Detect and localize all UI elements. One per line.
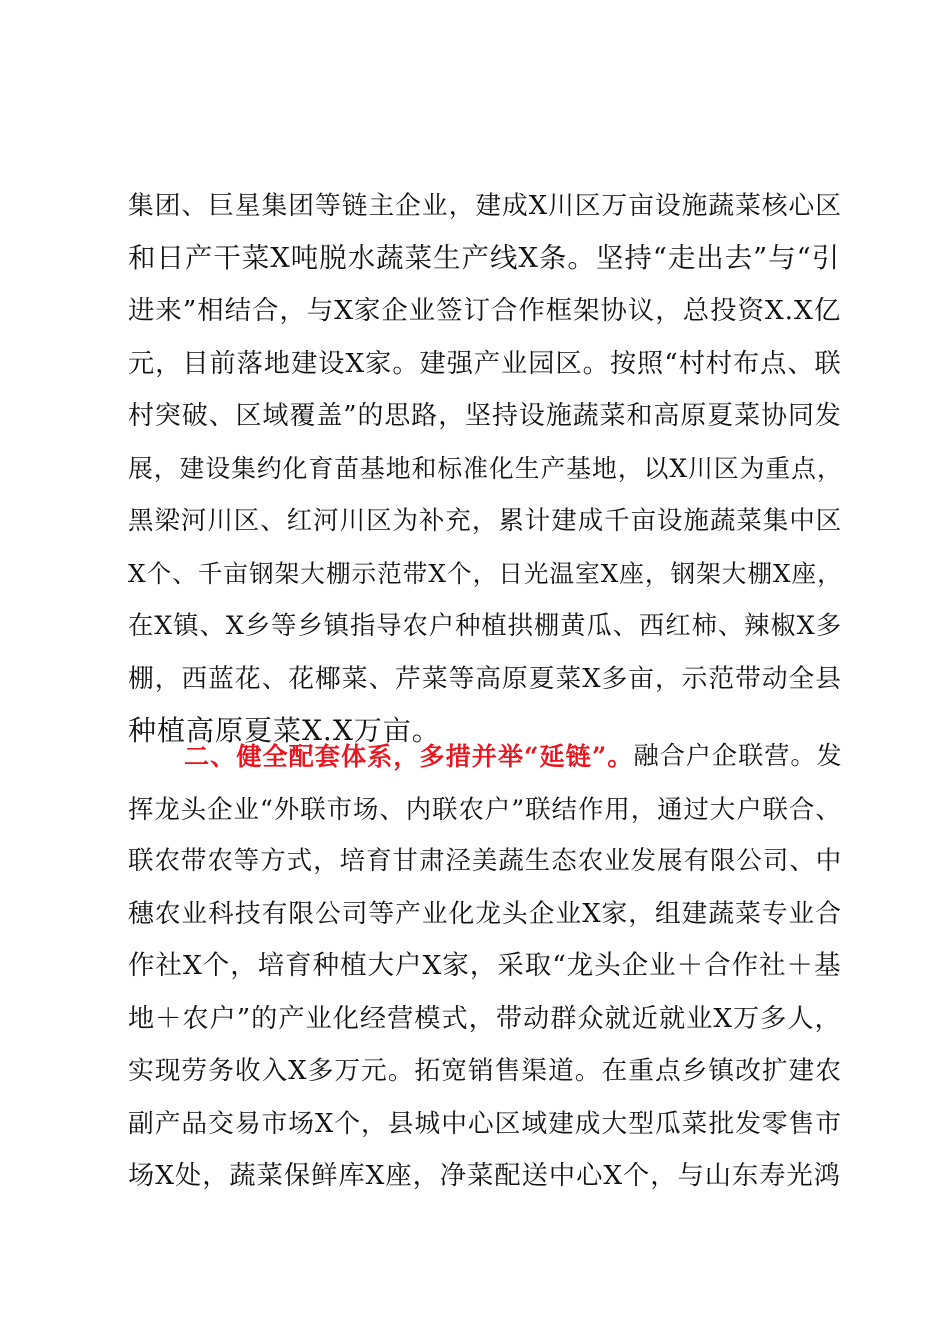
section-heading: 二、健全配套体系，多措并举“延链”。: [184, 741, 634, 771]
text-line: [128, 338, 840, 391]
line-text: 穗农业科技有限公司等产业化龙头企业X家，组建蔬菜专业合: [128, 898, 842, 929]
text-line: [128, 285, 840, 338]
line-text: 挥龙头企业“外联市场、内联农户”联结作用，通过大户联合、: [128, 793, 842, 824]
line-text: 集团、巨星集团等链主企业，建成X川区万亩设施蔬菜核心区: [128, 191, 842, 221]
text-line: [128, 443, 843, 496]
text-line: [128, 548, 843, 601]
line-text: 进来”相结合，与X家企业签订合作框架协议，总投资X.X亿: [128, 295, 842, 326]
line-text: 展，建设集约化育苗基地和标准化生产基地，以X川区为重点，: [128, 453, 843, 483]
text-line: [128, 653, 840, 706]
text-line: [128, 1045, 840, 1098]
text-line: [128, 233, 840, 286]
line-text: 作社X个，培育种植大户X家，采取“龙头企业＋合作社＋基: [128, 950, 842, 981]
text-line: [128, 390, 840, 443]
line-text: 实现劳务收入X多万元。拓宽销售渠道。在重点乡镇改扩建农: [128, 1056, 842, 1086]
line-text: 融合户企联营。发: [633, 741, 843, 770]
line-text: 联农带农等方式，培育甘肃泾美蔬生态农业发展有限公司、中: [128, 846, 843, 876]
line-text: 棚，西蓝花、花椰菜、芹菜等高原夏菜X多亩，示范带动全县: [128, 663, 842, 694]
line-text: 副产品交易市场X个，县城中心区域建成大型瓜菜批发零售市: [128, 1108, 842, 1139]
line-text: 元，目前落地建设X家。建强产业园区。按照“村村布点、联: [128, 348, 842, 379]
text-line: [128, 835, 843, 888]
text-line: [128, 783, 840, 836]
text-line: [128, 495, 843, 548]
text-line: [128, 600, 843, 653]
line-text: 种植高原夏菜X.X万亩。: [128, 714, 441, 747]
text-line: [128, 1150, 840, 1203]
text-line: [128, 888, 840, 941]
text-line: [128, 940, 840, 993]
line-text: 地＋农户”的产业化经营模式，带动群众就近就业X万多人，: [128, 1003, 842, 1034]
line-text: 黑梁河川区、红河川区为补充，累计建成千亩设施蔬菜集中区: [128, 506, 843, 536]
text-line: [128, 993, 840, 1046]
text-line: [128, 180, 840, 233]
line-text: 场X处，蔬菜保鲜库X座，净菜配送中心X个，与山东寿光鸿: [128, 1161, 842, 1191]
paragraph-1: [128, 180, 843, 758]
text-line: [128, 1098, 840, 1151]
line-text: 和日产干菜X吨脱水蔬菜生产线X条。坚持“走出去”与“引: [128, 242, 841, 274]
paragraph-2: [128, 730, 843, 1203]
line-text: 村突破、区域覆盖”的思路，坚持设施蔬菜和高原夏菜协同发: [128, 401, 842, 431]
line-text: X个、千亩钢架大棚示范带X个，日光温室X座，钢架大棚X座，: [128, 558, 843, 588]
line-text: 在X镇、X乡等乡镇指导农户种植拱棚黄瓜、西红柿、辣椒X多: [128, 611, 843, 640]
text-line-heading: [128, 730, 843, 783]
